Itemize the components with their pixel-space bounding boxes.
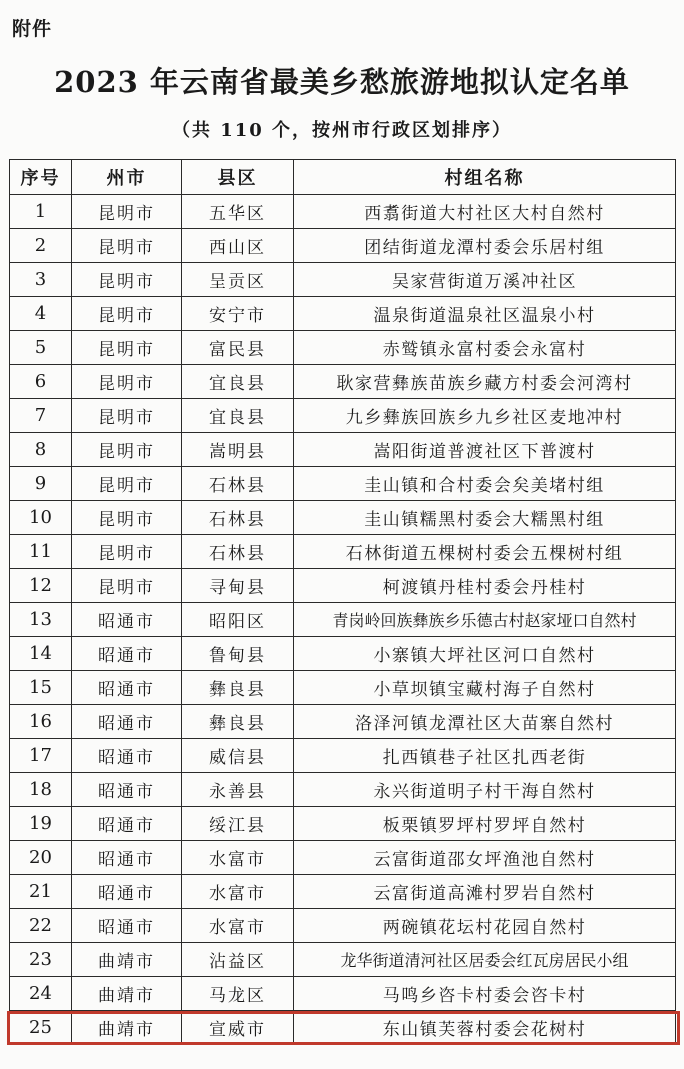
table-row [10,603,676,637]
cell-city: 昆明市 [72,501,182,535]
header-county: 县区 [182,160,294,195]
cell-city: 昆明市 [72,263,182,297]
cell-number: 19 [10,807,72,841]
document-subtitle: （共 110 个，按州市行政区划排序） [171,120,513,141]
table-row [10,467,676,501]
table-header-row [10,160,676,195]
cell-county: 宜良县 [182,399,294,433]
cell-number: 5 [10,331,72,365]
cell-county: 安宁市 [182,297,294,331]
cell-village-name: 温泉街道温泉社区温泉小村 [294,297,676,331]
cell-village-name: 嵩阳街道普渡社区下普渡村 [294,433,676,467]
cell-village-name: 云富街道邵女坪渔池自然村 [294,841,676,875]
cell-county: 富民县 [182,331,294,365]
table-row [10,875,676,909]
cell-city: 昭通市 [72,875,182,909]
header-number: 序号 [10,160,72,195]
cell-number: 23 [10,943,72,977]
cell-county: 永善县 [182,773,294,807]
table-row [10,569,676,603]
cell-village-name: 小草坝镇宝藏村海子自然村 [294,671,676,705]
table-row [10,535,676,569]
header-village-name: 村组名称 [294,160,676,195]
cell-number: 8 [10,433,72,467]
cell-village-name: 板栗镇罗坪村罗坪自然村 [294,807,676,841]
cell-village-name: 扎西镇巷子社区扎西老街 [294,739,676,773]
cell-city: 昆明市 [72,229,182,263]
cell-city: 昆明市 [72,399,182,433]
list-table [9,159,676,1045]
cell-county: 威信县 [182,739,294,773]
cell-number: 20 [10,841,72,875]
cell-village-name: 圭山镇和合村委会矣美堵村组 [294,467,676,501]
cell-village-name: 洛泽河镇龙潭社区大苗寨自然村 [294,705,676,739]
cell-number: 16 [10,705,72,739]
cell-village-name: 耿家营彝族苗族乡藏方村委会河湾村 [294,365,676,399]
cell-village-name: 九乡彝族回族乡九乡社区麦地冲村 [294,399,676,433]
cell-village-name: 柯渡镇丹桂村委会丹桂村 [294,569,676,603]
cell-county: 五华区 [182,195,294,229]
document-title: 2023 年云南省最美乡愁旅游地拟认定名单 [54,65,630,99]
cell-county: 宜良县 [182,365,294,399]
table-row [10,739,676,773]
cell-village-name: 石林街道五棵树村委会五棵树村组 [294,535,676,569]
cell-city: 昭通市 [72,637,182,671]
table-row [10,365,676,399]
table-row [10,671,676,705]
cell-village-name: 两碗镇花坛村花园自然村 [294,909,676,943]
cell-village-name: 小寨镇大坪社区河口自然村 [294,637,676,671]
cell-village-name: 赤鹫镇永富村委会永富村 [294,331,676,365]
cell-city: 曲靖市 [72,1011,182,1045]
cell-number: 25 [10,1011,72,1045]
cell-number: 22 [10,909,72,943]
cell-city: 昆明市 [72,365,182,399]
cell-village-name: 马鸣乡咨卡村委会咨卡村 [294,977,676,1011]
cell-county: 嵩明县 [182,433,294,467]
table-row [10,263,676,297]
cell-county: 寻甸县 [182,569,294,603]
cell-number: 1 [10,195,72,229]
cell-city: 昭通市 [72,705,182,739]
cell-number: 18 [10,773,72,807]
cell-city: 曲靖市 [72,977,182,1011]
cell-number: 10 [10,501,72,535]
cell-county: 鲁甸县 [182,637,294,671]
cell-city: 昭通市 [72,909,182,943]
cell-city: 曲靖市 [72,943,182,977]
cell-number: 24 [10,977,72,1011]
cell-number: 17 [10,739,72,773]
cell-county: 水富市 [182,875,294,909]
cell-village-name: 永兴街道明子村干海自然村 [294,773,676,807]
table-row [10,297,676,331]
cell-county: 水富市 [182,841,294,875]
cell-city: 昭通市 [72,671,182,705]
table-row [10,1011,676,1045]
cell-village-name: 东山镇芙蓉村委会花树村 [294,1011,676,1045]
cell-village-name: 团结街道龙潭村委会乐居村组 [294,229,676,263]
cell-county: 昭阳区 [182,603,294,637]
cell-county: 石林县 [182,501,294,535]
table-row [10,841,676,875]
table-row [10,433,676,467]
cell-village-name: 吴家营街道万溪冲社区 [294,263,676,297]
cell-city: 昆明市 [72,569,182,603]
cell-county: 彝良县 [182,671,294,705]
cell-city: 昆明市 [72,433,182,467]
cell-number: 7 [10,399,72,433]
attachment-label: 附件 [12,18,53,40]
cell-city: 昭通市 [72,807,182,841]
cell-number: 9 [10,467,72,501]
cell-county: 沾益区 [182,943,294,977]
cell-city: 昆明市 [72,297,182,331]
cell-number: 14 [10,637,72,671]
cell-city: 昆明市 [72,195,182,229]
cell-city: 昆明市 [72,535,182,569]
cell-city: 昆明市 [72,467,182,501]
table-row [10,773,676,807]
cell-number: 15 [10,671,72,705]
cell-number: 3 [10,263,72,297]
table-row [10,399,676,433]
cell-number: 11 [10,535,72,569]
table-row [10,195,676,229]
cell-number: 13 [10,603,72,637]
cell-number: 21 [10,875,72,909]
table-row [10,943,676,977]
cell-village-name: 青岗岭回族彝族乡乐德古村赵家垭口自然村 [294,603,676,637]
table-row [10,807,676,841]
cell-city: 昭通市 [72,603,182,637]
cell-village-name: 圭山镇糯黑村委会大糯黑村组 [294,501,676,535]
table-row [10,977,676,1011]
cell-city: 昭通市 [72,841,182,875]
cell-city: 昆明市 [72,331,182,365]
cell-number: 2 [10,229,72,263]
cell-village-name: 云富街道高滩村罗岩自然村 [294,875,676,909]
header-city: 州市 [72,160,182,195]
cell-city: 昭通市 [72,773,182,807]
cell-county: 呈贡区 [182,263,294,297]
cell-county: 马龙区 [182,977,294,1011]
cell-county: 宣威市 [182,1011,294,1045]
cell-county: 水富市 [182,909,294,943]
cell-county: 彝良县 [182,705,294,739]
table-row [10,331,676,365]
cell-village-name: 西翥街道大村社区大村自然村 [294,195,676,229]
cell-county: 西山区 [182,229,294,263]
cell-number: 6 [10,365,72,399]
cell-city: 昭通市 [72,739,182,773]
cell-village-name: 龙华街道清河社区居委会红瓦房居民小组 [294,943,676,977]
table-row [10,637,676,671]
cell-county: 绥江县 [182,807,294,841]
cell-number: 12 [10,569,72,603]
cell-county: 石林县 [182,535,294,569]
table-row [10,909,676,943]
table-row [10,501,676,535]
cell-number: 4 [10,297,72,331]
cell-county: 石林县 [182,467,294,501]
table-row [10,705,676,739]
table-row [10,229,676,263]
